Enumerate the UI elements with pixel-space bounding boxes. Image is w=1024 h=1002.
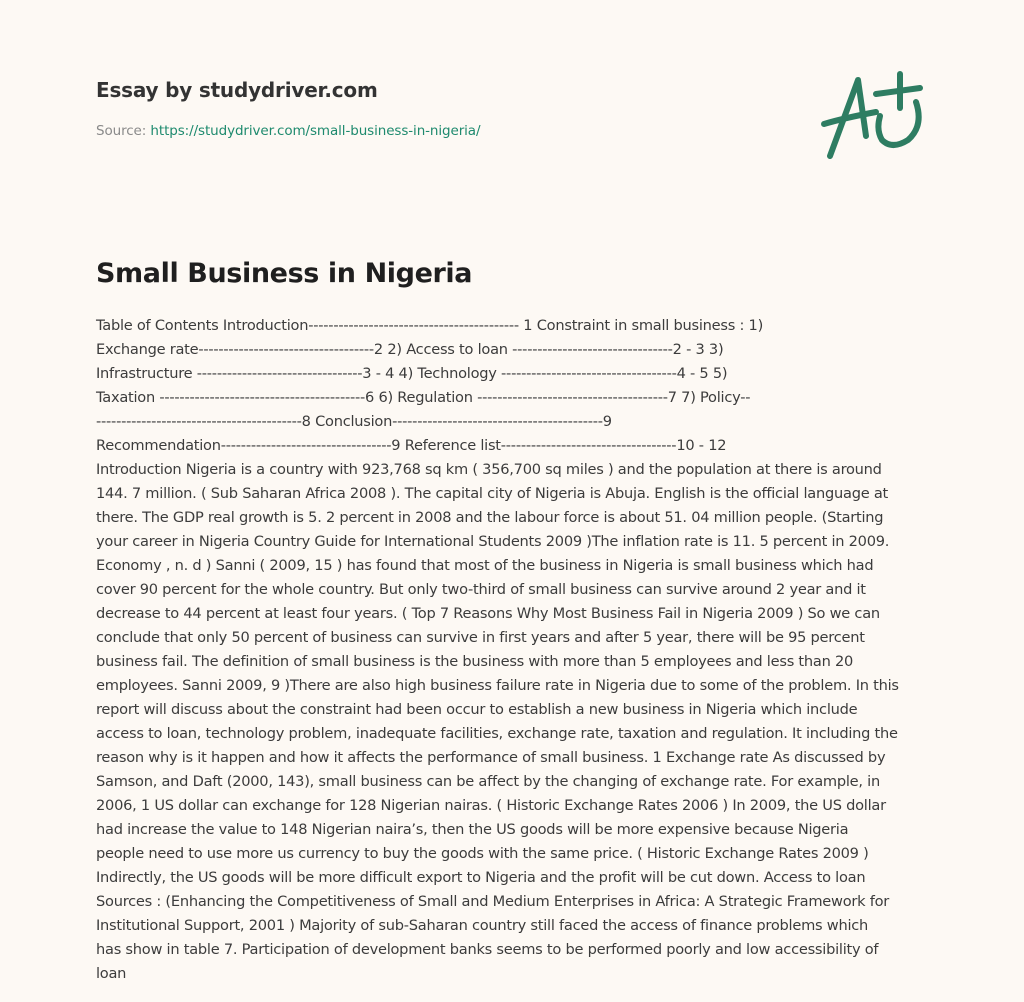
body-line: Institutional Support, 2001 ) Majority of sub-Saharan country still faced the access of finance problems which [96,917,869,934]
body-line: Samson, and Daft (2000, 143), small business can be affect by the changing of exchange rate. For example, in [96,773,880,790]
body-line: had increase the value to 148 Nigerian naira’s, then the US goods will be more expensive because Nigeria [96,821,849,838]
toc-line: Infrastructure ---------------------------------3 - 4 4) Technology -----------------------------------4 - 5 5) [96,365,728,382]
source-label: Source: [96,123,151,139]
body-line: Economy , n. d ) Sanni ( 2009, 15 ) has found that most of the business in Nigeria is small business which had [96,557,874,574]
essay-header [96,76,480,140]
site-title: Essay by studydriver.com [96,78,378,102]
toc-line: Recommendation----------------------------------9 Reference list-----------------------------------10 - 12 [96,437,727,454]
body-line: 144. 7 million. ( Sub Saharan Africa 2008 ). The capital city of Nigeria is Abuja. English is the official language at [96,485,889,502]
body-line: loan [96,965,127,982]
toc-line: -----------------------------------------8 Conclusion------------------------------------------9 [96,413,612,430]
body-line: 2006, 1 US dollar can exchange for 128 Nigerian nairas. ( Historic Exchange Rates 2006 ) In 2009, the US dollar [96,797,886,814]
toc-line: Taxation -----------------------------------------6 6) Regulation --------------------------------------7 7) Policy-- [96,389,751,406]
document-body [96,314,936,986]
body-line: access to loan, technology problem, inadequate facilities, exchange rate, taxation and regulation. It including the [96,725,898,742]
document-title: Small Business in Nigeria [96,258,473,289]
body-line: conclude that only 50 percent of business can survive in first years and after 5 year, there will be 95 percent [96,629,865,646]
source-line [96,122,480,140]
toc-line: Exchange rate-----------------------------------2 2) Access to loan --------------------------------2 - 3 3) [96,341,724,358]
body-line: Indirectly, the US goods will be more difficult export to Nigeria and the profit will be cut down. Access to loan [96,869,866,886]
body-line: Introduction Nigeria is a country with 923,768 sq km ( 356,700 sq miles ) and the population at there is around [96,461,882,478]
toc-line: Table of Contents Introduction------------------------------------------ 1 Constraint in small business : 1) [96,317,764,334]
body-line: decrease to 44 percent at least four years. ( Top 7 Reasons Why Most Business Fail in Nigeria 2009 ) So we can [96,605,880,622]
source-link[interactable]: https://studydriver.com/small-business-in-nigeria/ [150,123,481,139]
body-line: people need to use more us currency to buy the goods with the same price. ( Historic Exchange Rates 2009 ) [96,845,869,862]
body-line: has show in table 7. Participation of development banks seems to be performed poorly and low accessibility of [96,941,879,958]
body-line: reason why is it happen and how it affects the performance of small business. 1 Exchange rate As discussed by [96,749,886,766]
body-line: your career in Nigeria Country Guide for International Students 2009 )The inflation rate is 11. 5 percent in 2009. [96,533,890,550]
body-line: Sources : (Enhancing the Competitiveness of Small and Medium Enterprises in Africa: A Strategic Framework for [96,893,890,910]
body-line: report will discuss about the constraint had been occur to establish a new business in Nigeria which include [96,701,858,718]
a-plus-grade-icon [820,66,930,166]
body-line: business fail. The definition of small business is the business with more than 5 employees and less than 20 [96,653,854,670]
body-line: there. The GDP real growth is 5. 2 percent in 2008 and the labour force is about 51. 04 million people. (Starting [96,509,884,526]
body-line: employees. Sanni 2009, 9 )There are also high business failure rate in Nigeria due to some of the problem. In this [96,677,899,694]
body-line: cover 90 percent for the whole country. But only two-third of small business can survive around 2 year and it [96,581,866,598]
